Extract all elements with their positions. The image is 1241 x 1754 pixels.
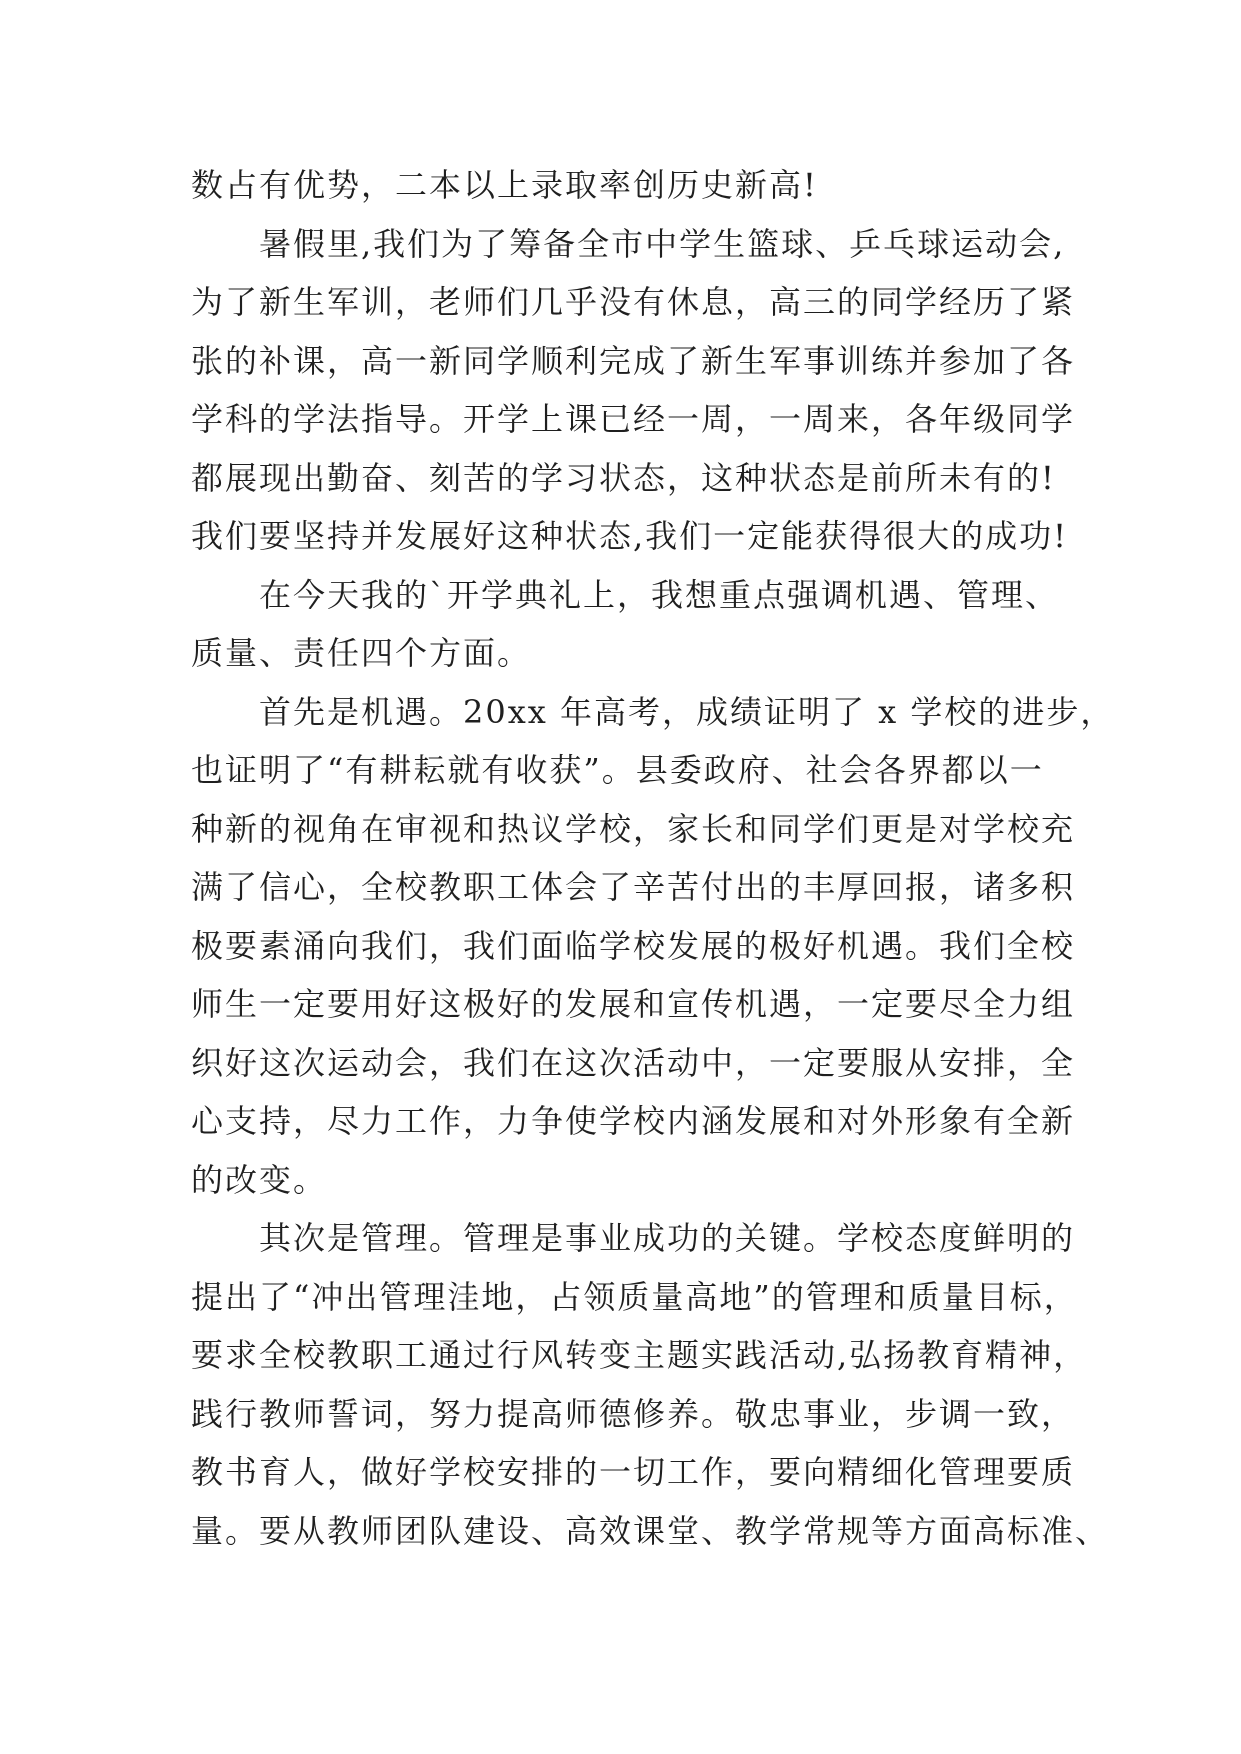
text-line: 量。要从教师团队建设、高效课堂、教学常规等方面高标准、 [191,1511,1110,1550]
text-line: 质量、责任四个方面。 [191,634,532,672]
text-line: 师生一定要用好这极好的发展和宣传机遇，一定要尽全力组 [191,985,1076,1023]
text-line: 极要素涌向我们，我们面临学校发展的极好机遇。我们全校 [191,926,1076,965]
text-line: 在今天我的`开学典礼上，我想重点强调机遇、管理、 [259,575,1060,614]
text-line: 首先是机遇。20xx 年高考，成绩证明了 x 学校的进步， [259,692,1115,731]
text-line: 心支持，尽力工作，力争使学校内涵发展和对外形象有全新 [191,1102,1076,1140]
text-line: 的改变。 [191,1160,328,1199]
text-line: 学科的学法指导。开学上课已经一周，一周来，各年级同学 [191,400,1076,438]
text-line: 践行教师誓词，努力提高师德修养。敬忠事业，步调一致， [191,1394,1076,1433]
text-line: 满了信心，全校教职工体会了辛苦付出的丰厚回报，诸多积 [191,868,1076,906]
text-line: 张的补课，高一新同学顺利完成了新生军事训练并参加了各 [191,341,1076,380]
text-line: 提出了“冲出管理洼地，占领质量高地”的管理和质量目标， [191,1277,1078,1316]
text-line: 教书育人，做好学校安排的一切工作，要向精细化管理要质 [191,1453,1076,1491]
text-line: 也证明了“有耕耘就有收获”。县委政府、社会各界都以一 [191,751,1044,789]
text-line: 我们要坚持并发展好这种状态,我们一定能获得很大的成功! [191,517,1069,555]
text-line: 暑假里,我们为了筹备全市中学生篮球、乒乓球运动会, [259,224,1066,263]
text-line: 为了新生军训，老师们几乎没有休息，高三的同学经历了紧 [191,283,1076,321]
text-line: 种新的视角在审视和热议学校，家长和同学们更是对学校充 [191,809,1076,848]
text-line: 都展现出勤奋、刻苦的学习状态，这种状态是前所未有的! [191,458,1056,497]
document-body [191,156,1115,1560]
text-line: 其次是管理。管理是事业成功的关键。学校态度鲜明的 [259,1219,1076,1257]
text-line: 数占有优势，二本以上录取率创历史新高! [191,166,818,204]
text-line: 要求全校教职工通过行风转变主题实践活动,弘扬教育精神， [191,1336,1088,1374]
text-line: 织好这次运动会，我们在这次活动中，一定要服从安排，全 [191,1043,1076,1082]
